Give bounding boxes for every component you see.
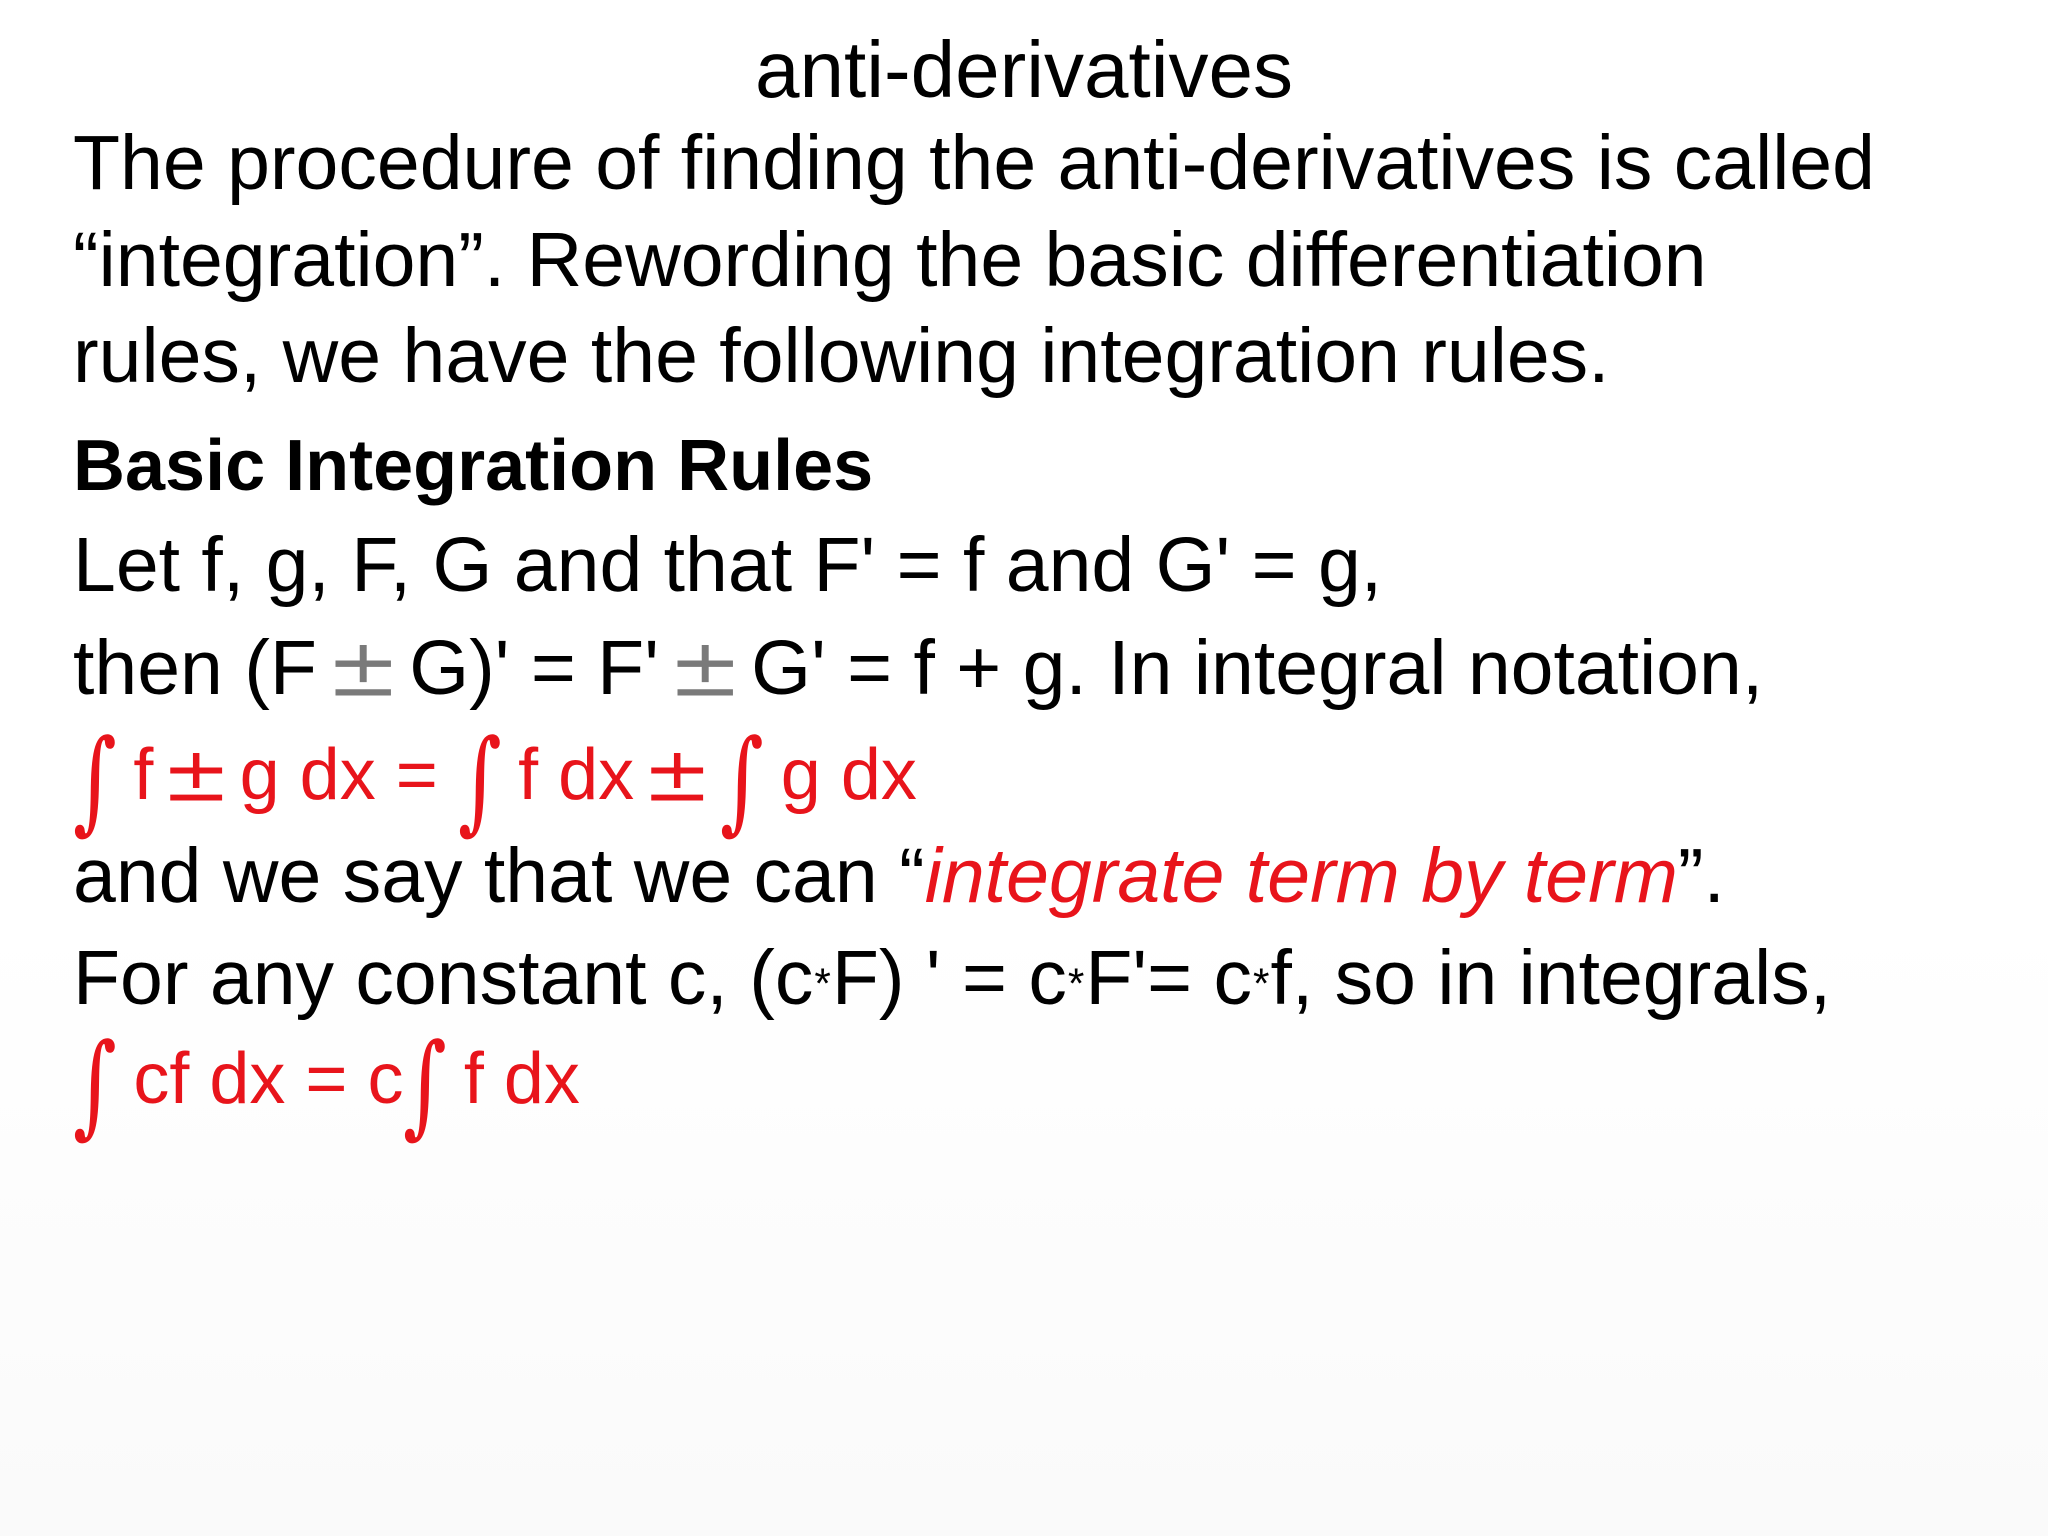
intro-line-2: “integration”. Rewording the basic differentiation: [73, 217, 1707, 303]
plus-minus-sign: ±: [667, 621, 743, 716]
multiply-star: *: [1252, 959, 1270, 1007]
let-line: Let f, g, F, G and that F' = f and G' = g,: [73, 522, 1383, 608]
then-line: [73, 621, 1764, 716]
integral-sign: ∫: [403, 1020, 448, 1151]
term-text-before: and we say that we can “: [73, 833, 925, 919]
const-rule-text-1: cf dx = c: [133, 1039, 404, 1119]
then-text-1: then (F: [73, 625, 317, 711]
integral-sign: ∫: [720, 716, 765, 847]
term-text-after: ”.: [1677, 833, 1725, 919]
plus-minus-sign: ±: [642, 729, 712, 819]
sum-rule-text-1: f: [133, 735, 154, 815]
const-text-1: For any constant c, (c: [73, 935, 814, 1021]
const-text-3: F'= c: [1085, 935, 1252, 1021]
plus-minus-sign: ±: [161, 729, 232, 819]
integral-sign: ∫: [73, 1020, 117, 1151]
section-heading: Basic Integration Rules: [73, 426, 874, 506]
multiply-star: *: [1067, 959, 1085, 1007]
slide-title: anti-derivatives: [754, 25, 1293, 114]
constant-rule-formula: [73, 1020, 580, 1151]
sum-rule-text-2: g dx =: [239, 735, 438, 815]
integral-sign: ∫: [73, 716, 117, 847]
intro-line-1: The procedure of finding the anti-derivatives is called: [73, 120, 1875, 206]
then-text-2: G)' = F': [409, 625, 659, 711]
intro-line-3: rules, we have the following integration rules.: [73, 313, 1610, 399]
then-text-3: G' = f + g. In integral notation,: [751, 625, 1764, 711]
constant-line: [73, 935, 1832, 1021]
term-emphasis: integrate term by term: [924, 833, 1678, 919]
const-text-4: f, so in integrals,: [1270, 935, 1832, 1021]
const-text-2: F) ' = c: [831, 935, 1067, 1021]
multiply-star: *: [814, 959, 831, 1007]
sum-rule-formula: [73, 716, 917, 847]
integral-sign: ∫: [457, 716, 502, 847]
plus-minus-sign: ±: [325, 621, 401, 716]
const-rule-text-2: f dx: [463, 1039, 580, 1119]
sum-rule-text-3: f dx: [518, 735, 635, 815]
term-by-term-line: [73, 833, 1725, 919]
sum-rule-text-4: g dx: [780, 735, 917, 815]
